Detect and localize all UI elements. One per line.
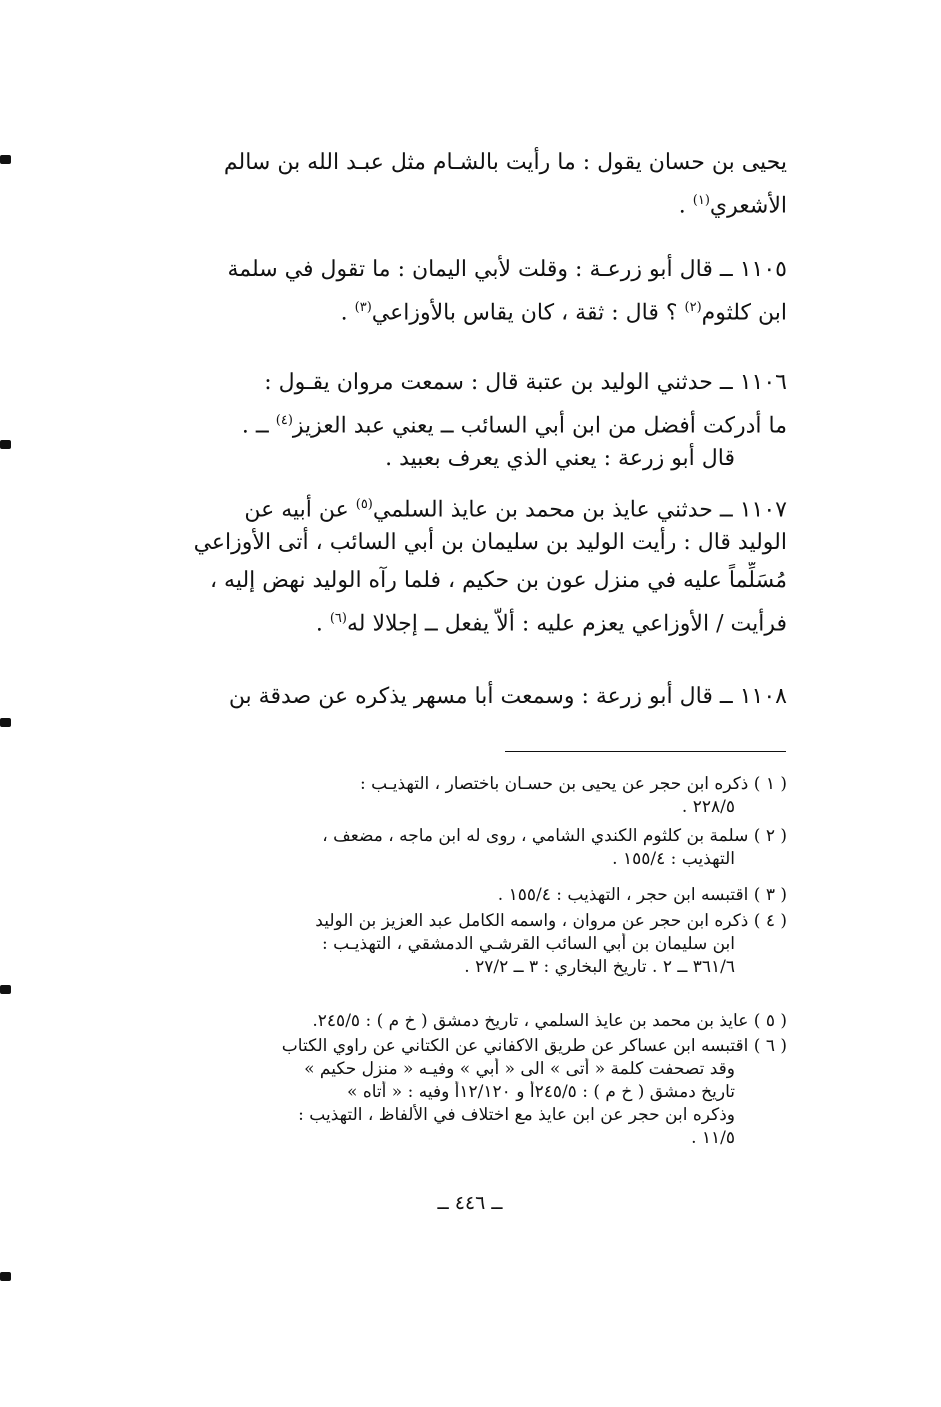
text-run: ما أدركت أفضل من ابن أبي السائب ــ يعني عبد العزيز xyxy=(292,413,787,439)
footnote-line: ٢٢٨/٥ . xyxy=(681,797,735,817)
text-run: ابن كلثوم xyxy=(701,300,787,326)
scan-edge-mark xyxy=(0,1272,11,1281)
footnote-line: ( ٤ ) ذكره ابن حجر عن مروان ، واسمه الكامل عبد العزيز بن الوليد xyxy=(315,911,787,931)
scan-edge-mark xyxy=(0,440,11,449)
text-line: ١١٠٥ ــ قال أبو زرعـة : وقلت لأبي اليمان : ما تقول في سلمة xyxy=(227,257,787,282)
footnote-ref-5: (٥) xyxy=(355,497,373,512)
text-run: فرأيت / الأوزاعي يعزم عليه : ألاّ يفعل ــ إجلالا له xyxy=(346,611,787,637)
footnote-line: ( ١ ) ذكره ابن حجر عن يحيى بن حسـان باختصار ، التهذيـب : xyxy=(359,774,787,794)
text-run: ــ . xyxy=(241,413,276,439)
footnote-ref-1: (١) xyxy=(692,193,710,208)
text-line xyxy=(137,402,787,440)
text-run: ١١٠٧ ــ حدثني عايذ بن محمد بن عايذ السلمي xyxy=(372,497,787,523)
footnote-separator xyxy=(505,751,786,752)
footnote-4 xyxy=(137,910,787,979)
text-run: . xyxy=(315,611,330,637)
scan-edge-mark xyxy=(0,155,11,164)
footnote-3 xyxy=(137,884,787,907)
text-run: ؟ قال : ثقة ، كان يقاس بالأوزاعي xyxy=(371,300,685,326)
paragraph-1108 xyxy=(137,678,787,716)
text-line: ١١٠٨ ــ قال أبو زرعة : وسمعت أبا مسهر يذكره عن صدقة بن xyxy=(228,684,787,709)
footnote-5 xyxy=(137,1010,787,1033)
text-line xyxy=(137,486,787,524)
paragraph-1105 xyxy=(137,251,787,327)
footnote-line: تاريخ دمشق ( خ م ) : ٢٤٥/٥أ و ١٢/١٢٠أ وفيه : « أتاه » xyxy=(347,1082,735,1102)
scan-edge-mark xyxy=(0,985,11,994)
text-line: يحيى بن حسان يقول : ما رأيت بالشـام مثل عبـد الله بن سالم xyxy=(223,150,787,175)
text-run: عن أبيه عن xyxy=(244,497,356,523)
paragraph-1106 xyxy=(137,364,787,478)
paragraph-1107 xyxy=(137,486,787,638)
footnote-line: ( ٥ ) عايذ بن محمد بن عايذ السلمي ، تاريخ دمشق ( خ م ) : ٢٤٥/٥. xyxy=(312,1011,787,1031)
footnote-line: ( ٦ ) اقتبسه ابن عساكر عن طريق الاكفاني عن الكتاني عن راوي الكتاب xyxy=(281,1036,787,1056)
footnote-ref-4: (٤) xyxy=(275,413,293,428)
footnote-ref-2: (٢) xyxy=(684,300,702,315)
footnote-line: ( ٣ ) اقتبسه ابن حجر ، التهذيب : ١٥٥/٤ . xyxy=(497,885,787,905)
footnote-1 xyxy=(137,773,787,819)
footnote-line: ( ٢ ) سلمة بن كلثوم الكندي الشامي ، روى له ابن ماجه ، مضعف ، xyxy=(322,826,787,846)
text-line: قال أبو زرعة : يعني الذي يعرف بعبيد . xyxy=(385,446,735,471)
text-line xyxy=(137,289,787,327)
text-run: . xyxy=(340,300,355,326)
footnote-ref-6: (٦) xyxy=(329,611,347,626)
text-line: الوليد قال : رأيت الوليد بن سليمان بن أبي السائب ، أتى الأوزاعي xyxy=(193,530,787,555)
footnote-2 xyxy=(137,825,787,871)
footnote-line: وذكره ابن حجر عن ابن عايذ مع اختلاف في الألفاظ ، التهذيب : xyxy=(298,1105,735,1125)
footnote-line: ١١/٥ . xyxy=(691,1128,735,1148)
footnote-line: ٣٦١/٦ ــ ٢ . تاريخ البخاري : ٣ ــ ٢٧/٢ . xyxy=(464,957,735,977)
text-run: . xyxy=(678,193,693,219)
text-line xyxy=(137,600,787,638)
text-line xyxy=(137,182,787,220)
paragraph-1 xyxy=(137,144,787,220)
footnote-line: ابن سليمان بن أبي السائب القرشـي الدمشقي ، التهذيـب : xyxy=(321,934,735,954)
scan-edge-mark xyxy=(0,718,11,727)
text-run: الأشعري xyxy=(709,193,787,219)
text-line: ١١٠٦ ــ حدثني الوليد بن عتبة قال : سمعت مروان يقـول : xyxy=(264,370,787,395)
text-line: مُسَلِّماً عليه في منزل عون بن حكيم ، فلما رآه الوليد نهض إليه ، xyxy=(209,568,787,593)
footnote-6 xyxy=(137,1035,787,1150)
footnote-line: التهذيب : ١٥٥/٤ . xyxy=(612,849,735,869)
page-number: ــ ٤٤٦ ــ xyxy=(437,1192,503,1214)
footnote-ref-3: (٣) xyxy=(354,300,372,315)
footnote-line: وقد تصحفت كلمة « أتى » الى « أبي » وفيـه « منزل حكيم » xyxy=(304,1059,735,1079)
